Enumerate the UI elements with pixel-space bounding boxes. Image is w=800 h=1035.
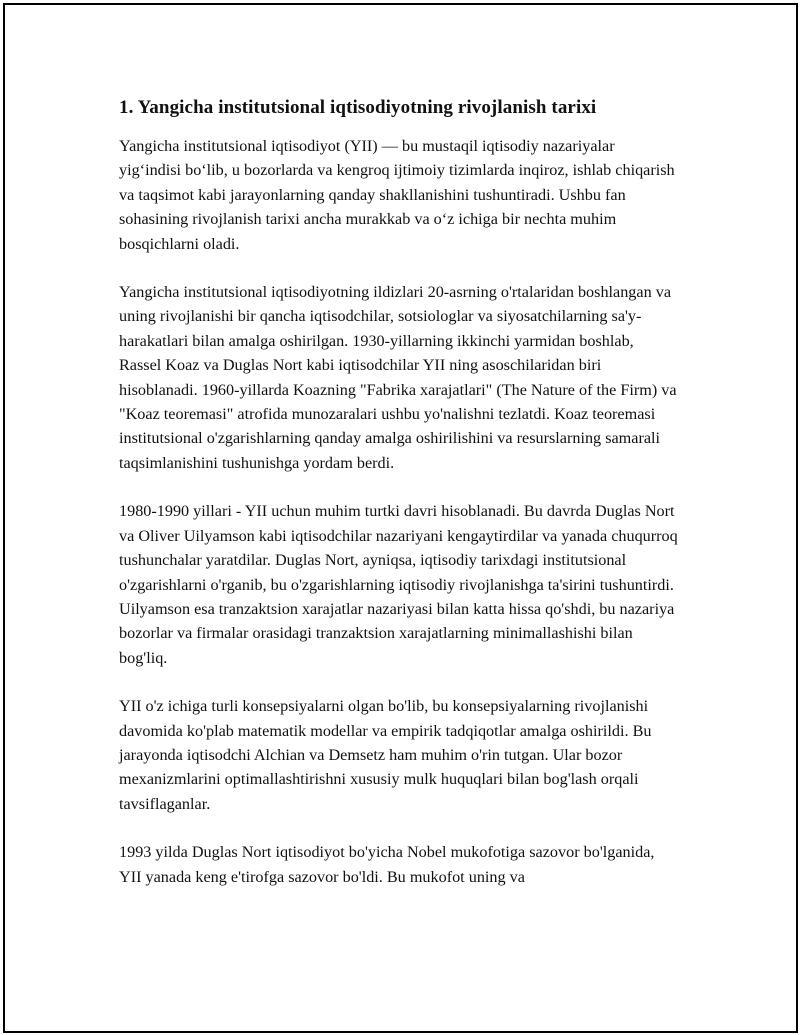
paragraph: Yangicha institutsional iqtisodiyot (YII) — bu mustaqil iqtisodiy nazariyalar yig‘indisi bo‘lib, u bozorlarda va kengroq ijtimoiy tizimlarda inqiroz, ishlab chiqarish va taqsimot kabi jarayonlarning qanday shakllanishini tushuntiradi. Ushbu fan sohasining rivojlanish tarixi ancha murakkab va o‘z ichiga bir nechta muhim bosqichlarni oladi. xyxy=(119,137,675,253)
section-heading: 1. Yangicha institutsional iqtisodiyotning rivojlanish tarixi xyxy=(119,97,597,118)
document-page xyxy=(3,3,798,1033)
paragraph: 1993 yilda Duglas Nort iqtisodiyot bo'yicha Nobel mukofotiga sazovor bo'lganida, YII yanada keng e'tirofga sazovor bo'ldi. Bu mukofot uning va xyxy=(119,843,655,886)
document-body xyxy=(119,95,679,913)
paragraph: 1980-1990 yillari - YII uchun muhim turtki davri hisoblanadi. Bu davrda Duglas Nort va Oliver Uilyamson kabi iqtisodchilar nazariyani kengaytirdilar va yanada chuqurroq tushunchalar yaratdilar. Duglas Nort, ayniqsa, iqtisodiy tarixdagi institutsional o'zgarishlarni o'rganib, bu o'zgarishlarning iqtisodiy rivojlanishga ta'sirini tushuntirdi. Uilyamson esa tranzaktsion xarajatlar nazariyasi bilan katta hissa qo'shdi, bu nazariya bozorlar va firmalar orasidagi tranzaktsion xarajatlarning minimallashishi bilan bog'liq. xyxy=(119,502,678,667)
paragraph: Yangicha institutsional iqtisodiyotning ildizlari 20-asrning o'rtalaridan boshlangan va uning rivojlanishi bir qancha iqtisodchilar, sotsiologlar va siyosatchilarning sa'y-harakatlari bilan amalga oshirilgan. 1930-yillarning ikkinchi yarmidan boshlab, Rassel Koaz va Duglas Nort kabi iqtisodchilar YII ning asoschilaridan biri hisoblanadi. 1960-yillarda Koazning "Fabrika xarajatlari" (The Nature of the Firm) va "Koaz teoremasi" atrofida munozaralari ushbu yo'nalishni tezlatdi. Koaz teoremasi institutsional o'zgarishlarning qanday amalga oshirilishini va resurslarning samarali taqsimlanishini tushunishga yordam berdi. xyxy=(119,283,677,472)
paragraph: YII o'z ichiga turli konsepsiyalarni olgan bo'lib, bu konsepsiyalarning rivojlanishi davomida ko'plab matematik modellar va empirik tadqiqotlar amalga oshirildi. Bu jarayonda iqtisodchi Alchian va Demsetz ham muhim o'rin tutgan. Ular bozor mexanizmlarini optimallashtirishni xususiy mulk huquqlari bilan bog'lash orqali tavsiflaganlar. xyxy=(119,697,652,813)
